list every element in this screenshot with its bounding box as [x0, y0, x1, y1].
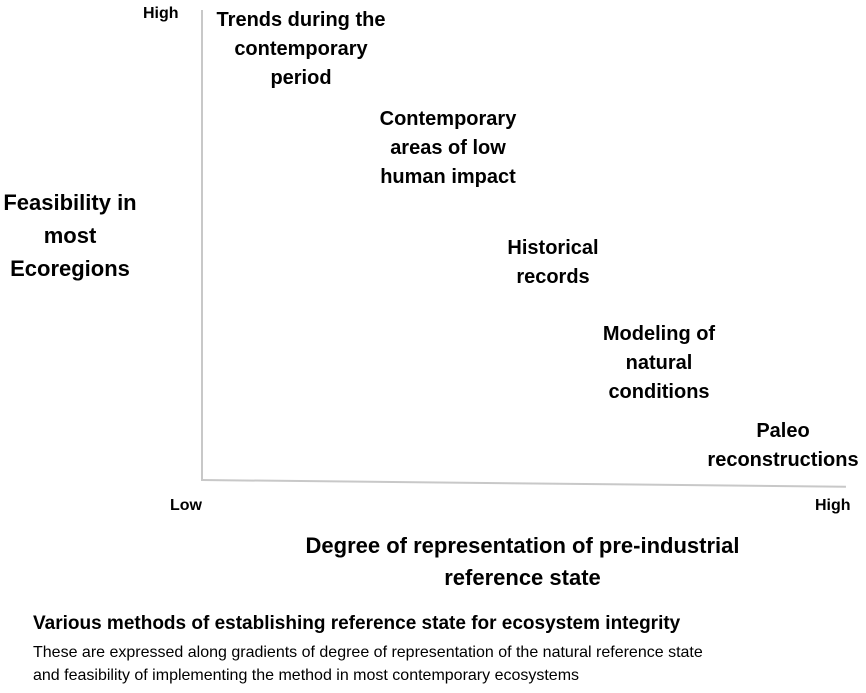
x-axis-line: [201, 479, 846, 488]
y-axis-line: [201, 10, 203, 480]
x-axis-high-label: High: [815, 497, 851, 514]
method-trends-contemporary: Trends during the contemporary period: [216, 9, 386, 89]
y-axis-high-label: High: [143, 5, 179, 22]
method-historical-records: Historical records: [507, 237, 599, 288]
x-axis-low-label: Low: [170, 497, 202, 514]
x-axis-title: Degree of representation of pre-industrial reference state: [305, 533, 740, 590]
method-paleo-reconstructions: Paleo reconstructions: [707, 420, 859, 471]
caption-body: These are expressed along gradients of degree of representation of the natural reference state and feasibility of implementing the method in most contemporary ecosystems: [33, 644, 703, 684]
y-axis-title: Feasibility in most Ecoregions: [3, 190, 137, 281]
method-low-impact-areas: Contemporary areas of low human impact: [379, 108, 517, 188]
caption-title: Various methods of establishing reference state for ecosystem integrity: [33, 613, 681, 634]
method-modeling-natural-conditions: Modeling of natural conditions: [602, 323, 716, 403]
